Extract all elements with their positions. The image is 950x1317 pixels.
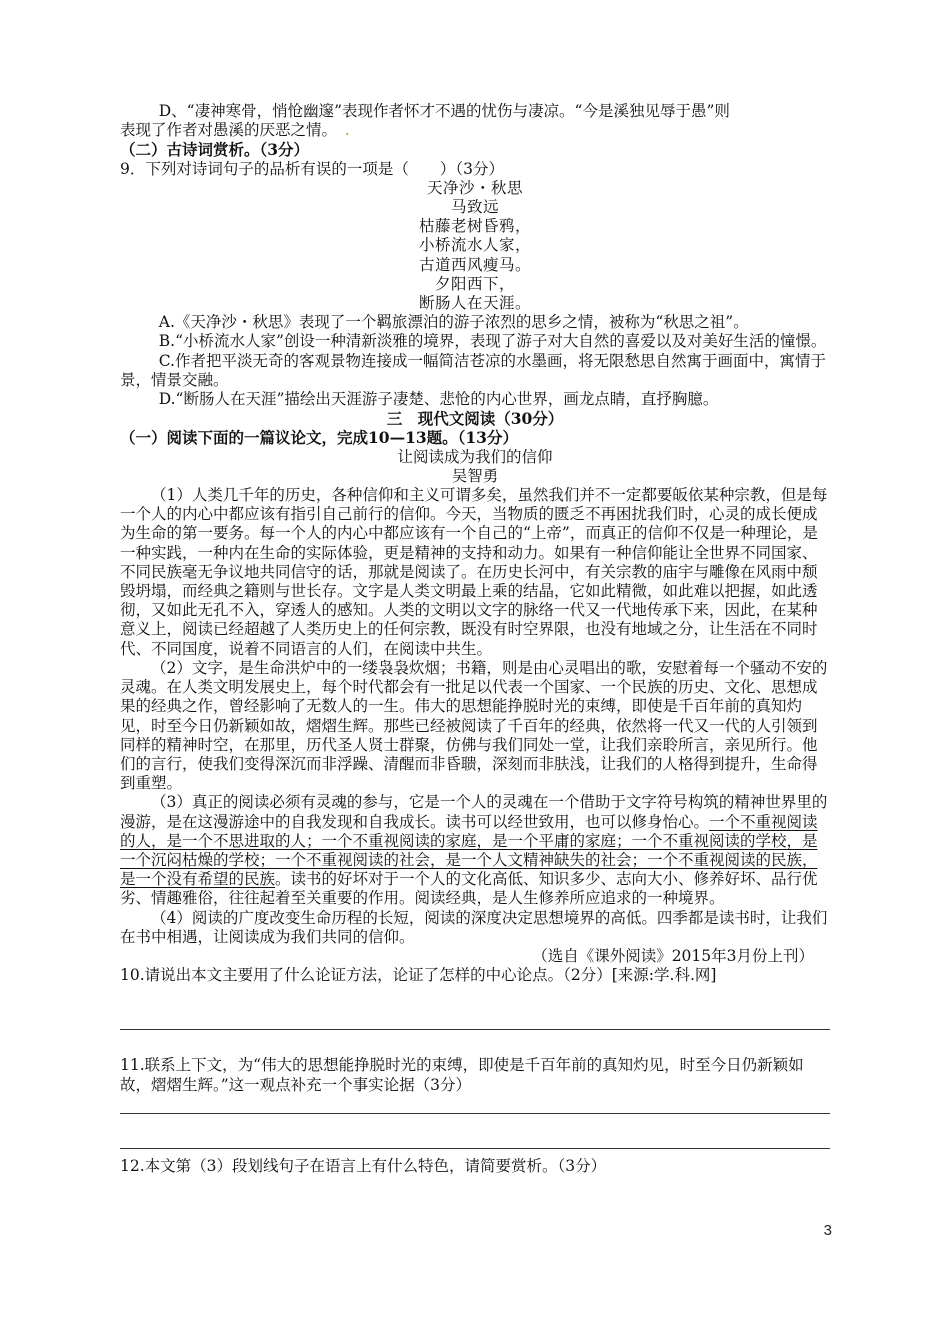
article-paragraph-1: （1）人类几千年的历史，各种信仰和主义可谓多矣，虽然我们并不一定都要皈依某种宗教，但是每一个人的内心中都应该有指引自己前行的信仰。今天，当物质的匮乏不再困扰我们时，心灵的成长便成为生命的第一要务。每一个人的内心中都应该有一个自己的“上帝”，而真正的信仰不仅是一种理论，是一种实践，一种内在生命的实际体验，更是精神的支持和动力。如果有一种信仰能让全世界不同国家、不同民族毫无争议地共同信守的话，那就是阅读了。在历史长河中，有关宗教的庙宇与雕像在风雨中颓毁坍塌，而经典之籍则与世长存。文字是人类文明最上乘的结晶，它如此精微，如此难以把握，如此透彻，又如此无孔不入，穿透人的感知。人类的文明以文字的脉络一代又一代地传承下来，因此，在某种意义上，阅读已经超越了人类历史上的任何宗教，既没有时空界限，也没有地域之分，让生活在不同时代、不同国度，说着不同语言的人们，在阅读中共生。 xyxy=(120,486,828,658)
poem-line: 小桥流水人家， xyxy=(418,236,531,255)
poem-line: 夕阳西下， xyxy=(434,274,515,293)
article-title: 让阅读成为我们的信仰 xyxy=(397,447,553,466)
poem-line: 古道西风瘦马。 xyxy=(418,255,531,274)
underlined-sentence: 一个不重视阅读的人，是一个不思进取的人；一个不重视阅读的家庭，是一个平庸的家庭；一个不重视阅读的学校，是一个沉闷枯燥的学校；一个不重视阅读的社会，是一个人文精神缺失的社会；一个不重视阅读的民族，是一个没有希望的民族 xyxy=(120,812,818,889)
article-paragraph-2: （2）文字，是生命洪炉中的一缕袅袅炊烟；书籍，则是由心灵唱出的歌，安慰着每一个骚动不安的灵魂。在人类文明发展史上，每个时代都会有一批足以代表一个国家、一个民族的历史、文化、思想成果的经典之作，曾经影响了无数人的一生。伟大的思想能挣脱时光的束缚，即使是千百年前的真知灼见，时至今日仍新颖如故，熠熠生辉。那些已经被阅读了千百年的经典，依然将一代又一代的人引领到同样的精神时空，在那里，历代圣人贤士群聚，仿佛与我们同处一堂，让我们亲聆所言，亲见所行。他们的言行，使我们变得深沉而非浮躁、清醒而非昏聩，深刻而非肤浅，让我们的人格得到提升，生命得到重塑。 xyxy=(120,658,828,793)
page-number: 3 xyxy=(823,1222,832,1239)
question-9: 9．下列对诗词句子的品析有误的一项是（ ）（3分） xyxy=(120,159,504,178)
poem-author: 马致远 xyxy=(450,198,499,217)
article-paragraph-3: （3）真正的阅读必须有灵魂的参与，它是一个人的灵魂在一个借助于文字符号构筑的精神世界里的漫游，是在这漫游途中的自我发现和自我成长。读书可以经世致用，也可以修身怡心。一个不重视阅读的人，是一个不思进取的人；一个不重视阅读的家庭，是一个平庸的家庭；一个不重视阅读的学校，是一个沉闷枯燥的学校；一个不重视阅读的社会，是一个人文精神缺失的社会；一个不重视阅读的民族，是一个没有希望的民族。读书的好坏对于一个人的文化高低、知识多少、志向大小、修养好坏、品行优劣、情趣雅俗，往往起着至关重要的作用。阅读经典，是人生修养所应追求的一种境界。 xyxy=(120,793,828,908)
q9-option-a: A.《天净沙・秋思》表现了一个羁旅漂泊的游子浓烈的思乡之情，被称为“秋思之祖”。 xyxy=(158,313,749,332)
question-11: 11.联系上下文，为“伟大的思想能挣脱时光的束缚，即使是千百年前的真知灼见，时至今日仍新颖如故，熠熠生辉。”这一观点补充一个事实论据（3分） xyxy=(120,1056,804,1094)
q9-option-c: C.作者把平淡无奇的客观景物连接成一幅简洁苍凉的水墨画，将无限愁思自然寓于画面中，寓情于景，情景交融。 xyxy=(120,351,826,389)
section-heading-poetry: （二）古诗词赏析。（3分） xyxy=(120,140,310,160)
article-paragraph-4: （4）阅读的广度改变生命历程的长短，阅读的深度决定思想境界的高低。四季都是读书时，让我们在书中相遇，让阅读成为我们共同的信仰。 xyxy=(120,908,828,946)
q9-option-d: D.“断肠人在天涯”描绘出天涯游子凄楚、悲怆的内心世界，画龙点睛，直抒胸臆。 xyxy=(158,390,719,409)
option-d-prev-line1: D、“凄神寒骨，悄怆幽邃”表现作者怀才不遇的忧伤与凄凉。“今是溪独见辱于愚”则 xyxy=(158,102,730,120)
poem-block xyxy=(120,179,830,313)
question-10: 10.请说出本文主要用了什么论证方法，论证了怎样的中心论点。（2分）[来源:学.科.网] xyxy=(120,966,717,985)
q9-option-b: B.“小桥流水人家”创设一种清新淡雅的境界，表现了游子对大自然的喜爱以及对美好生活的憧憬。 xyxy=(158,332,827,351)
article-source: （选自《课外阅读》2015年3月份上刊） xyxy=(532,946,814,965)
poem-title: 天净沙・秋思 xyxy=(426,178,523,197)
question-12: 12.本文第（3）段划线句子在语言上有什么特色，请简要赏析。（3分） xyxy=(120,1156,607,1175)
option-d-prev-line2: 表现了作者对愚溪的厌恶之情。 . xyxy=(120,121,350,140)
page-content xyxy=(120,102,830,1176)
article-author: 吴智勇 xyxy=(451,466,499,485)
poem-line: 枯藤老树昏鸦， xyxy=(418,217,531,236)
section-heading-modern-reading: 三 现代文阅读（30分） xyxy=(386,409,564,429)
poem-line: 断肠人在天涯。 xyxy=(418,294,531,313)
subsection-heading: （一）阅读下面的一篇议论文，完成10—13题。（13分） xyxy=(120,428,518,448)
